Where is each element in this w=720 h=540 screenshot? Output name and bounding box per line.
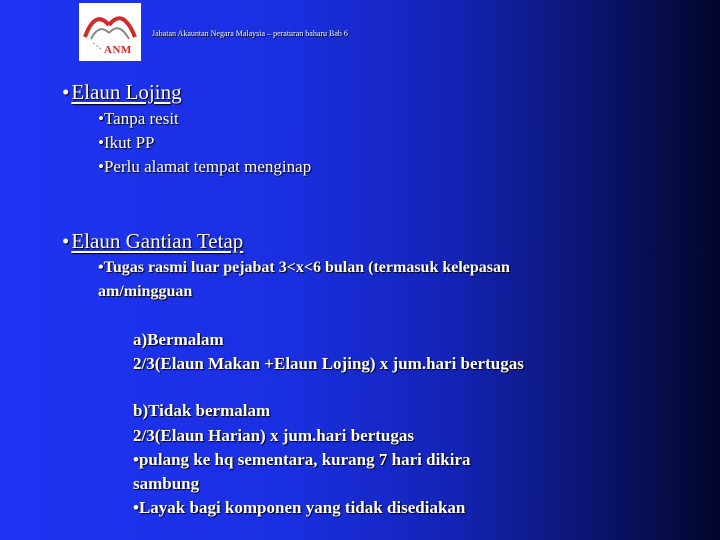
bullet: •: [62, 229, 70, 253]
heading-text: Elaun Gantian Tetap: [71, 229, 244, 253]
detail-b-formula: 2/3(Elaun Harian) x jum.hari bertugas: [133, 426, 414, 445]
header-title: Jabatan Akauntan Negara Malaysia – peraturan baharu Bab 6: [152, 29, 348, 38]
heading-text: Elaun Lojing: [71, 80, 182, 104]
detail-b-title: b)Tidak bermalam: [133, 401, 271, 420]
detail-b-note: [133, 498, 465, 518]
section-heading-gantian-tetap: [62, 229, 243, 254]
note-text: Layak bagi komponen yang tidak disediakan: [138, 498, 466, 517]
list-item: [98, 109, 179, 129]
note-text: pulang ke hq sementara, kurang 7 hari dikira: [138, 450, 471, 469]
bullet: •: [98, 109, 104, 128]
list-item-continuation: am/mingguan: [98, 283, 193, 300]
list-item: [98, 259, 510, 277]
logo-text: ANM: [104, 44, 132, 56]
bullet: •: [62, 80, 70, 104]
bullet: •: [98, 157, 104, 176]
detail-a-title: a)Bermalam: [133, 330, 224, 349]
bullet: •: [133, 450, 139, 469]
item-text: Tugas rasmi luar pejabat 3<x<6 bulan (termasuk kelepasan: [103, 259, 510, 276]
detail-a-formula: 2/3(Elaun Makan +Elaun Lojing) x jum.hari bertugas: [133, 354, 524, 373]
list-item: [98, 133, 155, 153]
detail-b-note: [133, 450, 471, 470]
item-text: Ikut PP: [103, 133, 155, 152]
bullet: •: [133, 498, 139, 517]
section-heading-lojing: [62, 80, 182, 105]
list-item: [98, 157, 311, 177]
bullet: •: [98, 133, 104, 152]
item-text: Perlu alamat tempat menginap: [103, 157, 312, 176]
bullet: •: [98, 259, 104, 276]
detail-b-note-continuation: sambung: [133, 474, 200, 493]
item-text: Tanpa resit: [103, 109, 179, 128]
